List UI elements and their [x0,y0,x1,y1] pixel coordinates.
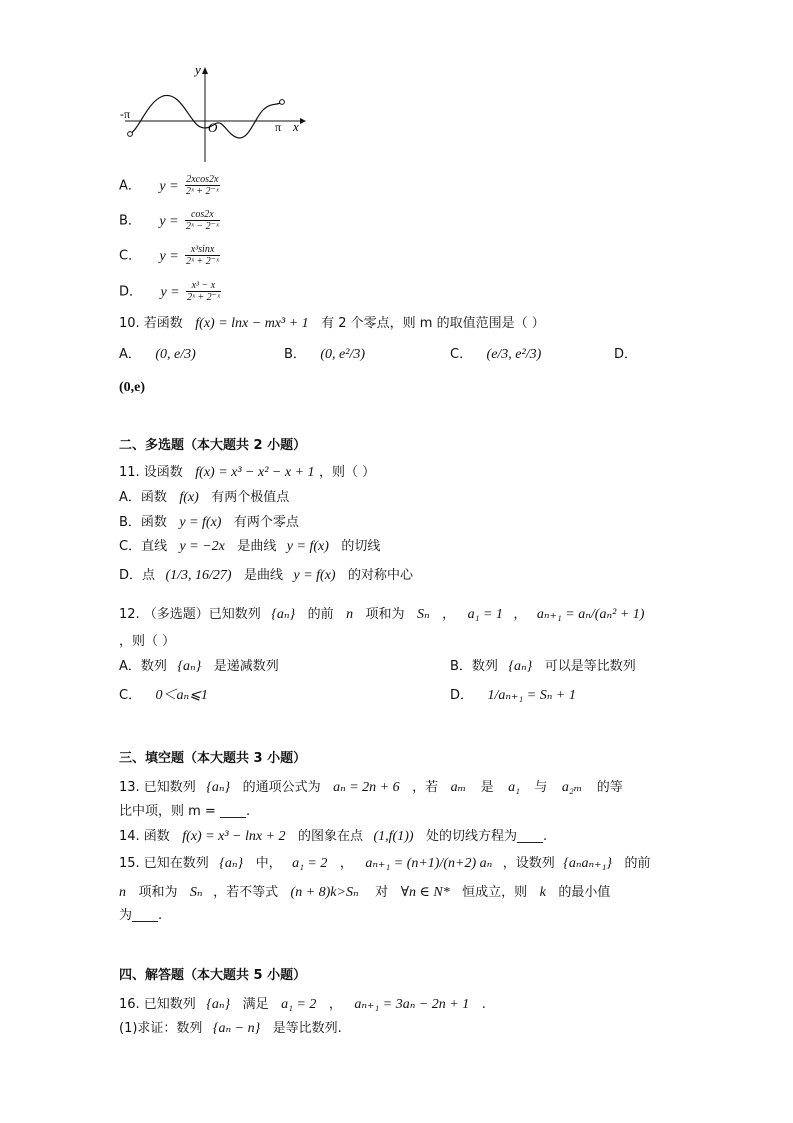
q12-stem: 12. （多选题）已知数列 {aₙ} 的前 n 项和为 Sₙ ， a₁ = 1 ， aₙ₊₁ = aₙ/(aₙ² + 1) [119,607,645,622]
frac-num: x³sinx [185,244,220,256]
q13-line2: 比中项，则 m = ____. [119,804,251,819]
x-axis-label: x [293,119,299,134]
q10-option-d [614,345,637,364]
q10-function: f(x) = lnx − mx³ + 1 [195,316,309,331]
q10-option-a [119,345,196,364]
q12-option-d: D． 1/aₙ₊₁ = Sₙ + 1 [450,688,576,703]
frac-den: 2ˣ + 2⁻ˣ [186,256,219,267]
q9-option-a: A． y = $\frac{2xcos2x}{\text{2ˣ + 2⁻ˣ}}$ [119,174,219,197]
option-value: (e/3, e²/3) [486,347,542,362]
q12-option-b: B．数列 {aₙ} 可以是等比数列 [450,659,636,674]
option-label: C． [450,347,473,362]
option-label: A． [119,178,141,194]
function-graph [115,62,315,167]
q12-stem-end: ，则（ ） [119,634,176,649]
q11-option-b: B．函数 y = f(x) 有两个零点 [119,515,299,530]
origin-label: O [208,120,218,135]
section-heading-multiple-choice: 二、多选题（本大题共 2 小题） [119,438,307,453]
q9-option-d: D． y = $\frac{\text{x³ − x}}{\text{2ˣ + 2⁻ˣ}}$ [119,280,220,303]
frac-den: 2ˣ − 2⁻ˣ [186,221,219,232]
option-label: B． [284,347,306,362]
y-axis-label: y [195,62,201,77]
option-label: C． [119,248,142,264]
q9-option-c: C． y = $\frac{\text{x³sinx}}{\text{2ˣ + 2⁻ˣ}}$ [119,244,219,267]
q11-option-a: A．函数 f(x) 有两个极值点 [119,490,290,505]
function-curve [130,95,282,138]
frac-num: 2xcos2x [186,174,219,185]
frac-num: x³ − x [186,280,221,292]
option-label: B． [119,213,141,229]
right-tick-label: π [275,120,282,134]
option-value: (0, e/3) [155,347,196,362]
frac-den: 2ˣ + 2⁻ˣ [185,186,219,197]
q15-line3: 为____. [119,908,163,923]
right-endpoint [280,100,285,105]
q11-stem: 11. 设函数 f(x) = x³ − x² − x + 1 ，则（ ） [119,465,376,480]
q11-option-d: D．点 (1/3, 16/27) 是曲线 y = f(x) 的对称中心 [119,568,414,583]
q10-suffix: 有 2 个零点，则 m 的取值范围是（ ） [321,316,545,331]
option-label: D． [119,284,143,300]
q12-option-a: A．数列 {aₙ} 是递减数列 [119,659,279,674]
x-axis-arrow [300,118,306,124]
section-heading-solutions: 四、解答题（本大题共 5 小题） [119,968,307,983]
q16-line2: (1)求证：数列 {aₙ − n} 是等比数列. [119,1021,342,1036]
option-label: D． [614,347,638,362]
y-axis-arrow [202,67,208,74]
option-value: (0, e²/3) [320,347,365,362]
section-heading-fill-in: 三、填空题（本大题共 3 小题） [119,751,307,766]
q10-option-c [450,345,541,364]
frac-num: cos2x [185,209,220,221]
q15-line2: n 项和为 Sₙ ，若不等式 (n + 8)k>Sₙ 对 ∀n ∈ N* 恒成立，则 k 的最小值 [119,885,611,900]
q14-line: 14. 函数 f(x) = x³ − lnx + 2 的图象在点 (1,f(1)) 处的切线方程为____. [119,829,548,844]
frac-den: 2ˣ + 2⁻ˣ [187,292,220,303]
q10-prefix: 10. 若函数 [119,316,183,331]
q10-option-d-value: (0,e) [119,380,146,395]
q12-option-c: C． 0＜aₙ⩽1 [119,688,208,703]
left-endpoint [128,132,133,137]
q9-option-b: B． y = $\frac{\cos 2x}{\text{2ˣ − 2⁻ˣ}}$ [119,209,219,232]
left-tick-label: -π [120,107,131,121]
q13-line1: 13. 已知数列 {aₙ} 的通项公式为 aₙ = 2n + 6 ，若 aₘ 是 a₁ 与 a₂ₘ 的等 [119,780,623,795]
q11-option-c: C．直线 y = −2x 是曲线 y = f(x) 的切线 [119,539,381,554]
q10-option-b [284,345,365,364]
q15-line1: 15. 已知在数列 {aₙ} 中， a₁ = 2 ， aₙ₊₁ = (n+1)/(n+2) aₙ ，设数列 {aₙaₙ₊₁} 的前 [119,856,651,871]
q10-stem [119,314,545,333]
option-label: A． [119,347,141,362]
q16-line1: 16. 已知数列 {aₙ} 满足 a₁ = 2 ， aₙ₊₁ = 3aₙ − 2n + 1 . [119,997,486,1012]
